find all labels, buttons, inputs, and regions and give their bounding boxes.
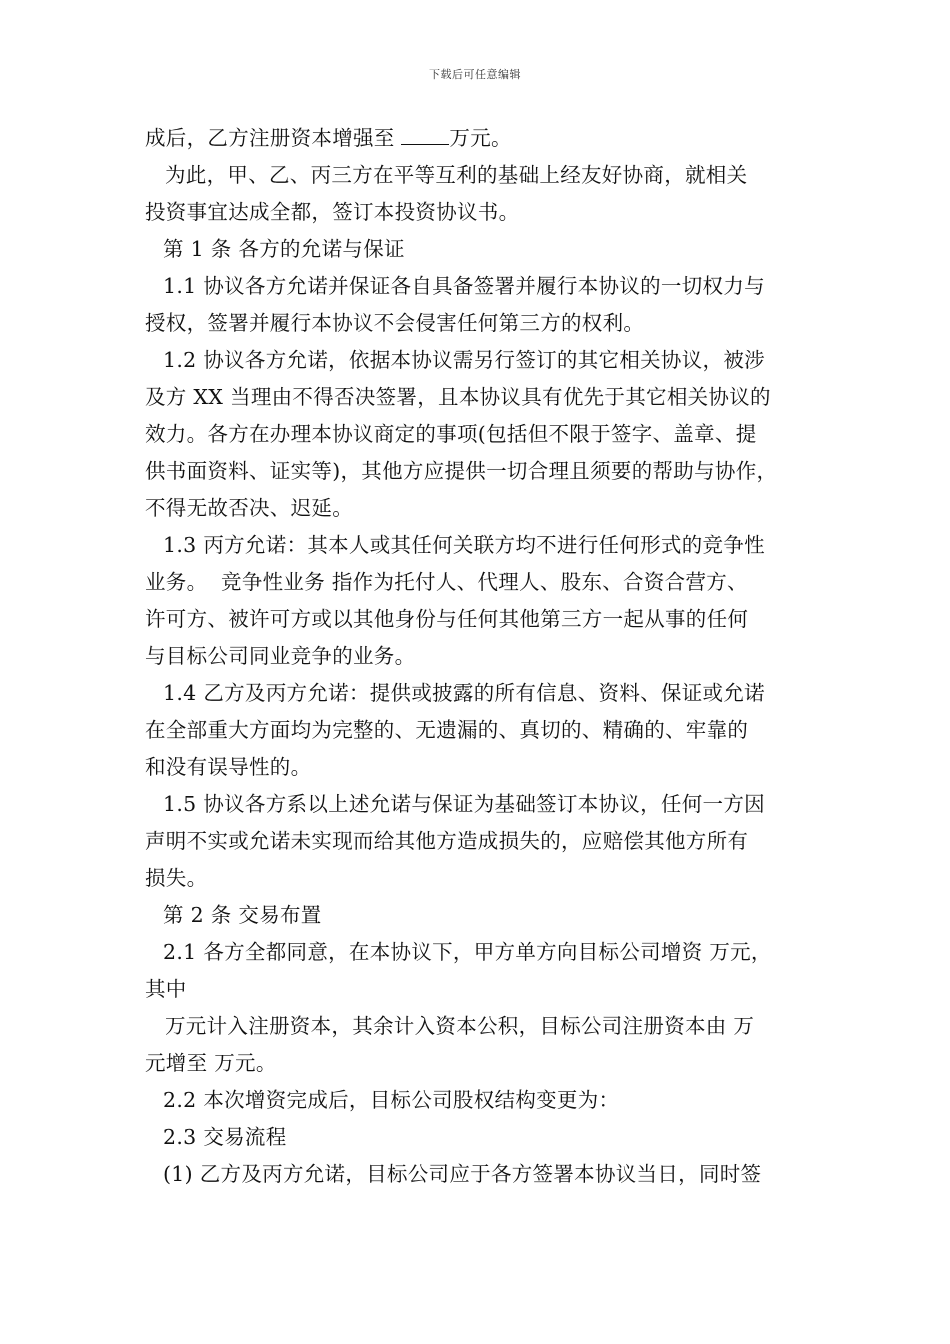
body-line: 授权，签署并履行本协议不会侵害任何第三方的权利。 [145, 311, 645, 335]
clause-line: 1.3 丙方允诺：其本人或其任何关联方均不进行任何形式的竞争性 [163, 533, 765, 557]
body-line: 在全部重大方面均为完整的、无遗漏的、真切的、精确的、牢靠的 [145, 718, 749, 742]
body-line: 与目标公司同业竞争的业务。 [145, 644, 416, 668]
clause-line: 1.5 协议各方系以上述允诺与保证为基础签订本协议，任何一方因 [163, 792, 765, 816]
body-line: 及方 XX 当理由不得否决签署，且本协议具有优先于其它相关协议的 [145, 385, 771, 409]
clause-line: 2.1 各方全都同意，在本协议下，甲方单方向目标公司增资 万元， [163, 940, 772, 964]
clause-line: 2.3 交易流程 [163, 1125, 287, 1149]
body-line: 不得无故否决、迟延。 [145, 496, 353, 520]
body-line: 其中 [145, 977, 187, 1001]
fill-in-blank [401, 130, 449, 145]
article-heading: 第 1 条 各方的允诺与保证 [163, 237, 405, 261]
body-line: 成后，乙方注册资本增强至 万元。 [145, 126, 512, 150]
body-line: 投资事宜达成全都，签订本投资协议书。 [145, 200, 520, 224]
body-line: 和没有误导性的。 [145, 755, 312, 779]
body-line: 为此，甲、乙、丙三方在平等互利的基础上经友好协商，就相关 [165, 163, 748, 187]
document-body [145, 120, 810, 1193]
body-line: 元增至 万元。 [145, 1051, 277, 1075]
body-line: 万元计入注册资本，其余计入资本公积，目标公司注册资本由 万 [165, 1014, 755, 1038]
page-header: 下载后可任意编辑 [429, 68, 521, 81]
body-line: 许可方、被许可方或以其他身份与任何其他第三方一起从事的任何 [145, 607, 749, 631]
body-line: 声明不实或允诺未实现而给其他方造成损失的，应赔偿其他方所有 [145, 829, 749, 853]
body-line: 业务。 竞争性业务 指作为托付人、代理人、股东、合资合营方、 [145, 570, 748, 594]
clause-line: (1) 乙方及丙方允诺，目标公司应于各方签署本协议当日，同时签 [163, 1162, 762, 1186]
clause-line: 1.1 协议各方允诺并保证各自具备签署并履行本协议的一切权力与 [163, 274, 765, 298]
clause-line: 1.4 乙方及丙方允诺：提供或披露的所有信息、资料、保证或允诺 [163, 681, 765, 705]
body-line: 损失。 [145, 866, 208, 890]
clause-line: 2.2 本次增资完成后，目标公司股权结构变更为： [163, 1088, 620, 1112]
body-line: 效力。各方在办理本协议商定的事项(包括但不限于签字、盖章、提 [145, 422, 757, 446]
clause-line: 1.2 协议各方允诺，依据本协议需另行签订的其它相关协议，被涉 [163, 348, 765, 372]
body-line: 供书面资料、证实等)，其他方应提供一切合理且须要的帮助与协作， [145, 459, 778, 483]
article-heading: 第 2 条 交易布置 [163, 903, 322, 927]
